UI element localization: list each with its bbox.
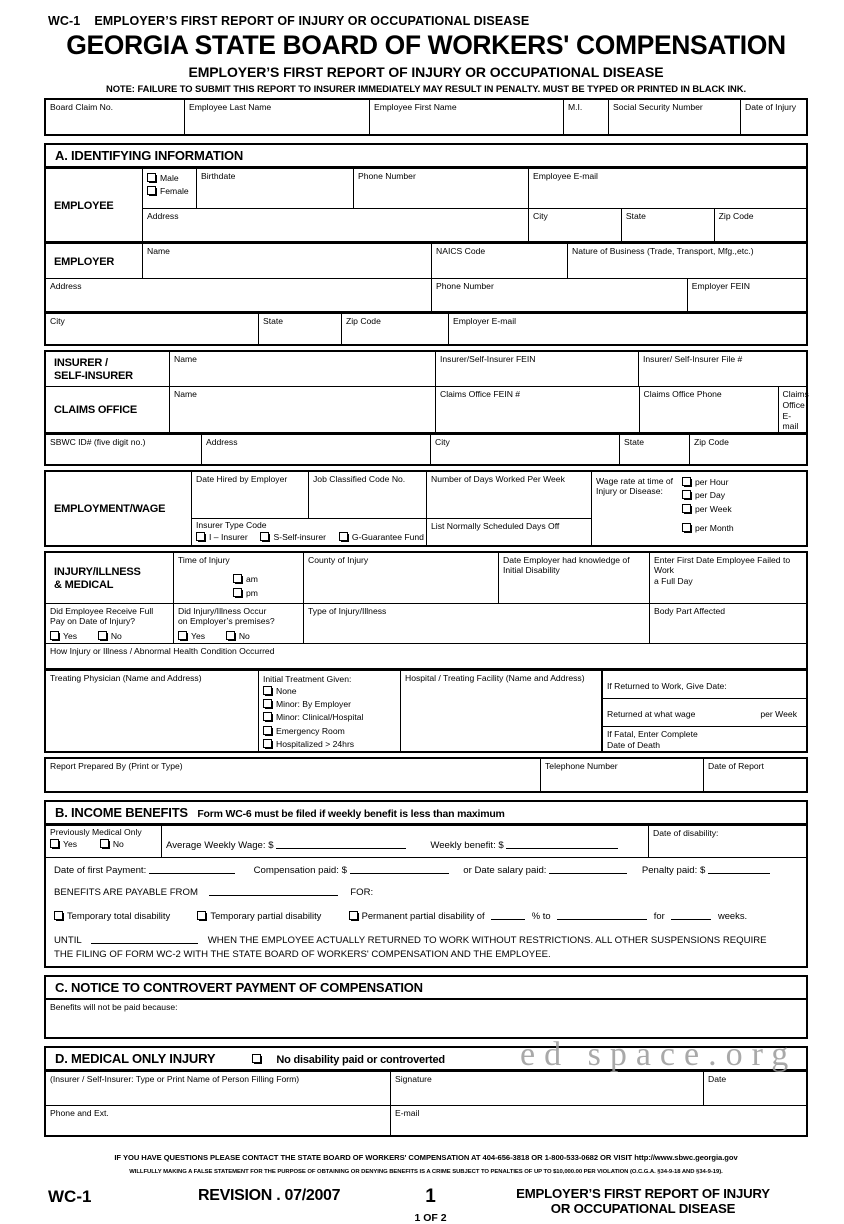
employment-wage-table [44,470,808,547]
header-form-code: WC-1 [48,14,81,28]
employee-gender-group[interactable] [143,169,197,209]
checkbox-icon[interactable] [263,712,272,721]
checkbox-icon[interactable] [682,490,691,499]
table-row [45,603,807,644]
label-weekly-benefit: Weekly benefit: $ [430,839,504,851]
field-insurer-file-no[interactable]: Insurer/ Self-Insurer File # [639,351,808,387]
field-claims-office-phone-email-wrap [639,387,808,433]
label-initial-treatment: Initial Treatment Given: [263,674,352,685]
field-employer-zip[interactable]: Zip Code [342,314,449,346]
field-employee-zip[interactable]: Zip Code [714,209,807,243]
field-returned-date[interactable]: If Returned to Work, Give Date: [603,671,807,699]
field-type-of-injury[interactable]: Type of Injury/Illness [304,603,650,644]
checkbox-icon[interactable] [50,839,59,848]
checkbox-icon[interactable] [682,477,691,486]
table-row [45,314,807,346]
input-weeks[interactable] [671,910,711,920]
section-b-table [44,825,808,968]
label-compensation-paid: Compensation paid: $ [253,865,347,877]
field-time-of-injury[interactable]: Time of Injury am pm [174,552,304,604]
checkbox-treatment-hospitalized[interactable]: Hospitalized > 24hrs [263,738,397,751]
label-until-text2: THE FILING OF FORM WC-2 WITH THE STATE BOARD OF WORKERS' COMPENSATION AND THE EMPLOYEE. [54,948,551,960]
label-temp-total: Temporary total disability [67,910,171,922]
field-county-of-injury[interactable]: County of Injury [304,552,499,604]
initial-treatment-group[interactable] [259,671,401,752]
field-employee-email[interactable]: Employee E-mail [529,169,808,209]
footer-right-title [478,1187,808,1217]
wage-benefit-row [162,826,649,858]
page-title: GEORGIA STATE BOARD OF WORKERS' COMPENSATION [66,30,786,60]
checkbox-treatment-none[interactable]: None [263,685,397,698]
field-employee-state[interactable]: State [621,209,714,243]
label-penalty-paid: Penalty paid: $ [641,865,706,877]
checkbox-icon[interactable] [339,532,348,541]
employer-city-table [44,313,808,346]
table-row [45,435,807,466]
checkbox-icon[interactable] [682,523,691,532]
field-returned-wage[interactable]: Returned at what wage per Week [603,699,807,727]
field-body-part[interactable]: Body Part Affected [650,603,808,644]
table-row [45,1000,807,1038]
table-row [45,169,807,209]
field-employer-email[interactable]: Employer E-mail [449,314,808,346]
section-a-table [44,168,808,243]
section-b-subheading: Form WC-6 must be filed if weekly benefit is less than maximum [197,808,505,821]
table-row [45,209,807,243]
input-perm-partial-percent[interactable] [491,910,525,920]
table-row [603,727,807,751]
previously-medical-only-group[interactable]: Previously Medical Only Yes No [45,826,162,858]
input-weekly-benefit[interactable] [506,839,618,849]
input-perm-partial-to[interactable] [557,910,647,920]
label-insurer: INSURER / SELF-INSURER [45,351,170,387]
footer-page-of: 1 OF 2 [414,1212,447,1224]
field-prepared-telephone[interactable]: Telephone Number [541,758,704,792]
checkbox-icon[interactable] [50,631,59,640]
label-perm-partial: Permanent partial disability of [361,910,485,922]
table-row [639,387,806,432]
checkbox-per-month[interactable]: per Month [682,522,803,535]
checkbox-treatment-emergency[interactable]: Emergency Room [263,725,397,738]
field-treating-physician[interactable]: Treating Physician (Name and Address) [45,671,259,752]
insurer-type-options[interactable]: I – Insurer S-Self-insurer G-Guarantee Fund [196,531,423,544]
field-fatal-date-of-death[interactable]: If Fatal, Enter Complete Date of Death [603,727,807,751]
checkbox-icon[interactable] [197,911,206,920]
field-naics-code[interactable]: NAICS Code [432,244,568,279]
field-date-of-disability[interactable]: Date of disability: [649,826,808,858]
footer-row [44,1187,808,1224]
checkbox-icon[interactable] [147,173,156,182]
checkbox-icon[interactable] [263,739,272,748]
label-wage-rate-line1: Wage rate at time of [596,476,674,487]
field-report-prepared-by[interactable]: Report Prepared By (Print or Type) [45,758,541,792]
checkbox-per-week[interactable]: per Week [682,503,803,516]
checkbox-female[interactable]: Female [147,185,193,198]
field-signature-date[interactable]: Date [704,1072,808,1106]
label-weeks: weeks. [717,910,748,922]
claims-office-subtable [639,387,807,432]
field-claims-office-state[interactable]: State [620,435,690,466]
table-row [45,244,807,279]
checkbox-am[interactable]: am [233,573,300,586]
table-row [603,671,807,699]
field-job-code[interactable]: Job Classified Code No. [309,471,427,519]
label-employment-wage: EMPLOYMENT/WAGE [45,471,192,546]
checkbox-icon[interactable] [263,726,272,735]
disability-type-row[interactable] [54,909,802,924]
field-employee-last-name[interactable]: Employee Last Name [185,99,370,135]
section-d-table [44,1071,808,1137]
label-previously-medical-only: Previously Medical Only [50,827,142,838]
table-row [45,758,807,792]
field-signature[interactable]: Signature [391,1072,704,1106]
label-injury-medical: INJURY/ILLNESS & MEDICAL [45,552,174,604]
payment-row [54,864,802,877]
checkbox-treatment-minor-clinical[interactable]: Minor: Clinical/Hospital [263,711,397,724]
table-row [45,552,807,604]
header-subtitle: EMPLOYER’S FIRST REPORT OF INJURY OR OCCUPATIONAL DISEASE [188,64,664,81]
checkbox-treatment-minor-employer[interactable]: Minor: By Employer [263,698,397,711]
input-date-first-payment[interactable] [149,864,235,874]
field-first-date-failed-work[interactable]: Enter First Date Employee Failed to Work a Full Day [650,552,808,604]
header-note: NOTE: FAILURE TO SUBMIT THIS REPORT TO INSURER IMMEDIATELY MAY RESULT IN PENALTY. MUST BE TYPED OR PRINTED IN BLACK INK. [105,83,747,95]
field-insurer-name[interactable]: Name [170,351,436,387]
table-row [45,858,807,967]
footer-right-title-line2: OR OCCUPATIONAL DISEASE [550,1200,736,1216]
checkbox-icon[interactable] [98,631,107,640]
return-to-work-group [602,671,808,752]
table-row [45,1106,807,1137]
field-employer-fein[interactable]: Employer FEIN [687,279,807,313]
field-date-hired[interactable]: Date Hired by Employer [192,471,309,519]
field-person-filling-form[interactable]: (Insurer / Self-Insurer: Type or Print Name of Person Filling Form) [45,1072,391,1106]
checkbox-icon[interactable] [260,532,269,541]
field-claims-office-city[interactable]: City [431,435,620,466]
watermark: ed space.org [520,1036,798,1073]
table-row [45,826,807,858]
footer-page-number: 1 [425,1186,436,1208]
section-c-heading: C. NOTICE TO CONTROVERT PAYMENT OF COMPENSATION [44,975,808,1000]
footer-page-block [383,1187,478,1224]
checkbox-icon[interactable] [349,911,358,920]
prepared-by-table [44,757,808,793]
insurer-table [44,350,808,434]
until-row [54,934,802,947]
footer-contact: IF YOU HAVE QUESTIONS PLEASE CONTACT THE STATE BOARD OF WORKERS' COMPENSATION AT 404-656-3818 OR 1-800-533-0682 OR VISIT http://www.sbwc.georgia.gov [114,1153,738,1163]
label-percent-to: % to [531,910,551,922]
input-until-date[interactable] [91,934,198,944]
field-insurer-fein[interactable]: Insurer/Self-Insurer FEIN [436,351,639,387]
footer-revision: REVISION . 07/2007 [198,1187,341,1205]
label-employer: EMPLOYER [45,244,143,279]
field-employee-city[interactable]: City [529,209,622,243]
field-employer-name[interactable]: Name [143,244,432,279]
field-claims-office-name[interactable]: Name [170,387,436,433]
field-employer-state[interactable]: State [259,314,342,346]
sbwc-row-table [44,434,808,466]
table-row [45,644,807,670]
label-insurer-type-code: Insurer Type Code [196,520,267,531]
section-b-heading: B. INCOME BENEFITS Form WC-6 must be filed if weekly benefit is less than maximum [44,800,808,825]
checkbox-icon[interactable] [100,839,109,848]
label-date-first-payment: Date of first Payment: [54,865,147,877]
input-average-weekly-wage[interactable] [276,839,406,849]
label-no-disability: No disability paid or controverted [276,1054,445,1067]
table-row [45,99,807,135]
treatment-table [44,670,808,753]
section-a-heading: A. IDENTIFYING INFORMATION [44,143,808,168]
insurer-type-group[interactable] [192,519,427,546]
section-d-heading: D. MEDICAL ONLY INJURY No disability paid or controverted [44,1046,808,1071]
field-claims-office-address[interactable]: Address [202,435,431,466]
checkbox-icon[interactable] [263,699,272,708]
field-employer-phone[interactable]: Phone Number [432,279,688,313]
field-employee-address[interactable]: Address [143,209,529,243]
table-row [45,471,807,519]
field-mi[interactable]: M.I. [564,99,609,135]
claim-header-table [44,98,808,136]
field-phone-and-ext[interactable]: Phone and Ext. [45,1106,391,1137]
field-employee-birthdate[interactable]: Birthdate [197,169,354,209]
footer-form-code: WC-1 [48,1187,92,1207]
footer-warning: WILLFULLY MAKING A FALSE STATEMENT FOR THE PURPOSE OF OBTAINING OR DENYING BENEFITS IS A CRIME SUBJECT TO PENALTIES OF UP TO $10,000.00 PER VIOLATION (O.C.G.A. §34-9-18 AND §34-9-19). [129,1169,723,1176]
footer-right-title-line1: EMPLOYER’S FIRST REPORT OF INJURY [516,1186,770,1202]
checkbox-icon[interactable] [147,186,156,195]
field-benefits-not-paid-because[interactable]: Benefits will not be paid because: [50,1002,178,1013]
input-penalty-paid[interactable] [708,864,770,874]
input-benefits-payable-from[interactable] [209,886,338,896]
checkbox-per-hour[interactable]: per Hour [682,476,803,489]
checkbox-icon[interactable] [682,504,691,513]
field-sbwc-id[interactable]: SBWC ID# (five digit no.) [45,435,202,466]
field-claims-office-email[interactable]: Claims Office E-mail [778,387,806,432]
checkbox-icon[interactable] [233,588,242,597]
checkbox-male[interactable]: Male [147,172,193,185]
table-row [45,351,807,387]
field-days-off[interactable]: List Normally Scheduled Days Off [427,519,592,546]
checkbox-icon[interactable] [196,532,205,541]
benefits-detail-block [45,858,807,967]
field-hospital-facility[interactable]: Hospital / Treating Facility (Name and Address) [401,671,602,752]
field-employee-phone[interactable]: Phone Number [354,169,529,209]
label-employee: EMPLOYEE [45,169,143,243]
injury-table [44,551,808,671]
label-for-weeks: for [653,910,665,922]
checkbox-pm[interactable]: pm [233,587,300,600]
input-compensation-paid[interactable] [350,864,449,874]
field-claims-office-phone[interactable]: Claims Office Phone [639,387,778,432]
table-row [603,699,807,727]
table-row [45,671,807,752]
label-claims-office: CLAIMS OFFICE [45,387,170,433]
checkbox-icon[interactable] [54,911,63,920]
field-claims-office-zip[interactable]: Zip Code [690,435,808,466]
wage-rate-group[interactable] [592,471,808,546]
return-subtable [602,671,806,750]
header-line1 [44,14,808,28]
section-c-table [44,1000,808,1039]
checkbox-per-day[interactable]: per Day [682,489,803,502]
field-premises[interactable]: Did Injury/Illness Occur on Employer’s premises? Yes No [174,603,304,644]
table-row [45,279,807,313]
field-full-pay[interactable]: Did Employee Receive Full Pay on Date of Injury? Yes No [45,603,174,644]
label-for: FOR: [350,886,374,898]
field-ssn[interactable]: Social Security Number [609,99,741,135]
field-how-occurred[interactable]: How Injury or Illness / Abnormal Health Condition Occurred [45,644,807,670]
label-until-text: WHEN THE EMPLOYEE ACTUALLY RETURNED TO WORK WITHOUT RESTRICTIONS. ALL OTHER SUSPENSIONS REQUIRE [207,935,767,947]
checkbox-icon[interactable] [178,631,187,640]
field-date-of-report[interactable]: Date of Report [704,758,808,792]
checkbox-no-disability[interactable] [252,1054,261,1063]
label-benefits-payable-from: BENEFITS ARE PAYABLE FROM [54,886,198,898]
label-or-date-salary-paid: or Date salary paid: [463,865,547,877]
until-row-2 [54,950,802,967]
field-employer-address[interactable]: Address [45,279,432,313]
payable-from-row [54,886,802,899]
table-row [45,1072,807,1106]
field-employer-city[interactable]: City [45,314,259,346]
field-days-per-week[interactable]: Number of Days Worked Per Week [427,471,592,519]
label-until: UNTIL [54,935,82,947]
label-average-weekly-wage: Average Weekly Wage: $ [166,839,274,851]
checkbox-icon[interactable] [226,631,235,640]
table-row [45,387,807,433]
label-temp-partial: Temporary partial disability [210,910,322,922]
field-date-of-injury[interactable]: Date of Injury [741,99,808,135]
field-nature-of-business[interactable]: Nature of Business (Trade, Transport, Mfg.,etc.) [568,244,808,279]
field-signer-email[interactable]: E-mail [391,1106,808,1137]
field-date-employer-knowledge[interactable]: Date Employer had knowledge of Initial Disability [499,552,650,604]
field-claims-office-fein[interactable]: Claims Office FEIN # [436,387,639,433]
employer-table [44,243,808,313]
field-employee-first-name[interactable]: Employee First Name [370,99,564,135]
header-line1-text: EMPLOYER’S FIRST REPORT OF INJURY OR OCCUPATIONAL DISEASE [94,14,530,28]
input-date-salary-paid[interactable] [549,864,627,874]
label-wage-rate-line2: Injury or Disease: [596,486,663,497]
checkbox-icon[interactable] [263,686,272,695]
field-board-claim-no[interactable]: Board Claim No. [45,99,185,135]
checkbox-icon[interactable] [233,574,242,583]
